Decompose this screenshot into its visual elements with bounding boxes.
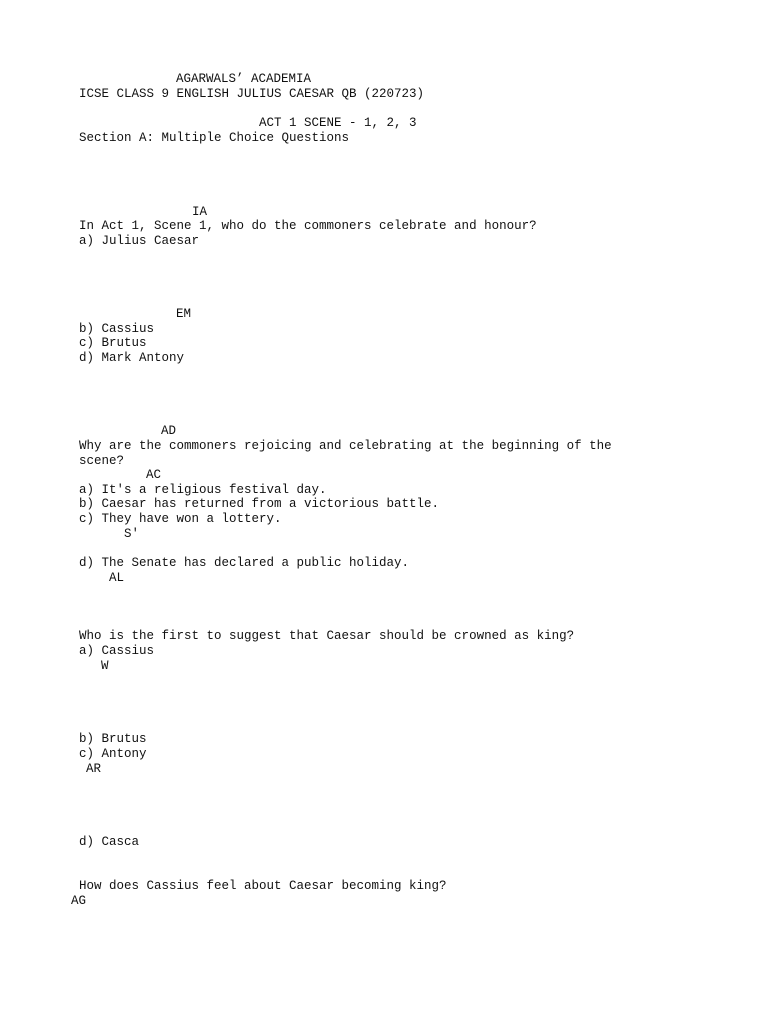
watermark-fragment: AC (146, 468, 162, 482)
option-text: d) Mark Antony (79, 351, 185, 365)
document-title: ICSE CLASS 9 ENGLISH JULIUS CAESAR QB (220723) (79, 87, 425, 101)
question-text: Why are the commoners rejoicing and celebrating at the beginning of the (79, 439, 612, 453)
question-text: scene? (79, 454, 125, 468)
option-text: b) Brutus (79, 732, 147, 746)
option-text: c) Brutus (79, 336, 147, 350)
watermark-fragment: AL (109, 571, 125, 585)
option-text: c) Antony (79, 747, 147, 761)
watermark-fragment: AD (161, 424, 177, 438)
question-text: In Act 1, Scene 1, who do the commoners celebrate and honour? (79, 219, 537, 233)
section-heading: Section A: Multiple Choice Questions (79, 131, 350, 145)
option-text: b) Caesar has returned from a victorious battle. (79, 497, 440, 511)
option-text: a) Julius Caesar (79, 234, 200, 248)
option-text: a) It's a religious festival day. (79, 483, 327, 497)
option-text: d) Casca (79, 835, 140, 849)
act-scene-heading: ACT 1 SCENE - 1, 2, 3 (259, 116, 417, 130)
watermark-fragment: EM (176, 307, 192, 321)
option-text: a) Cassius (79, 644, 155, 658)
watermark-fragment: IA (192, 205, 208, 219)
watermark-fragment: AG (71, 894, 87, 908)
question-text: Who is the first to suggest that Caesar should be crowned as king? (79, 629, 575, 643)
option-text: d) The Senate has declared a public holiday. (79, 556, 410, 570)
question-text: How does Cassius feel about Caesar becoming king? (79, 879, 447, 893)
watermark-fragment: S' (124, 527, 140, 541)
option-text: b) Cassius (79, 322, 155, 336)
watermark-fragment: W (101, 659, 109, 673)
option-text: c) They have won a lottery. (79, 512, 282, 526)
watermark-fragment: AR (86, 762, 102, 776)
academy-name: AGARWALS’ ACADEMIA (176, 72, 312, 86)
